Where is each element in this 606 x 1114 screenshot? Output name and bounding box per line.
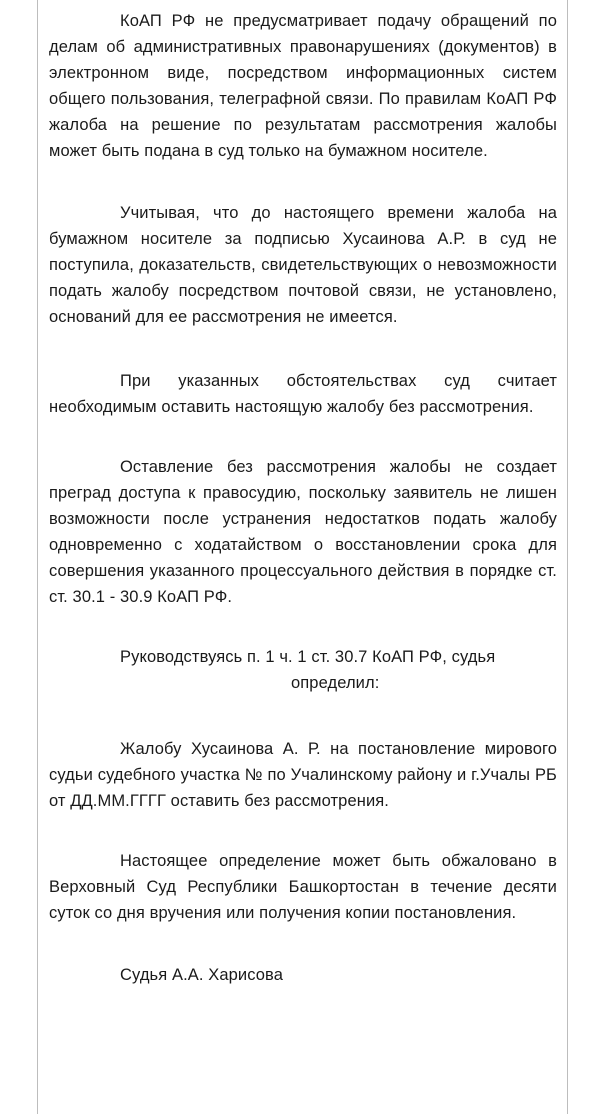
paragraph-access-to-justice: Оставление без рассмотрения жалобы не создает преград доступа к правосудию, поскольку заявитель не лишен возможности после устранения недостатков подать жалобу одновременно с ходатайством о восстановлении срока для совершения указанного процессуального действия в порядке ст. ст. 30.1 - 30.9 КоАП РФ. — [49, 458, 557, 606]
paragraph-ruling: Жалобу Хусаинова А. Р. на постановление мирового судьи судебного участка № по Учалинскому району и г.Учалы РБ от ДД.ММ.ГГГГ оставить без рассмотрения. — [49, 740, 557, 810]
paragraph-appeal: Настоящее определение может быть обжаловано в Верховный Суд Республики Башкортостан в течение десяти суток со дня вручения или получения копии постановления. — [49, 852, 557, 922]
paragraph-court-decision: При указанных обстоятельствах суд считает необходимым оставить настоящую жалобу без рассмотрения. — [49, 372, 557, 416]
ruling-heading: определил: — [291, 674, 380, 692]
judge-signature: Судья А.А. Харисова — [120, 966, 283, 984]
paragraph-koap-electronic: КоАП РФ не предусматривает подачу обращений по делам об административных правонарушениях (документов) в электронном виде, посредством информационных систем общего пользования, телеграфной связи. По правилам КоАП РФ жалоба на решение по результатам рассмотрения жалобы может быть подана в суд только на бумажном носителе. — [49, 12, 557, 160]
document-body — [49, 8, 557, 988]
document-page — [37, 0, 568, 1114]
paragraph-complaint-not-received: Учитывая, что до настоящего времени жалоба на бумажном носителе за подписью Хусаинова А.Р. в суд не поступила, доказательств, свидетельствующих о невозможности подать жалобу посредством почтовой связи, не установлено, оснований для ее рассмотрения не имеется. — [49, 204, 557, 326]
paragraph-guided-by: Руководствуясь п. 1 ч. 1 ст. 30.7 КоАП РФ, судья — [120, 648, 496, 666]
